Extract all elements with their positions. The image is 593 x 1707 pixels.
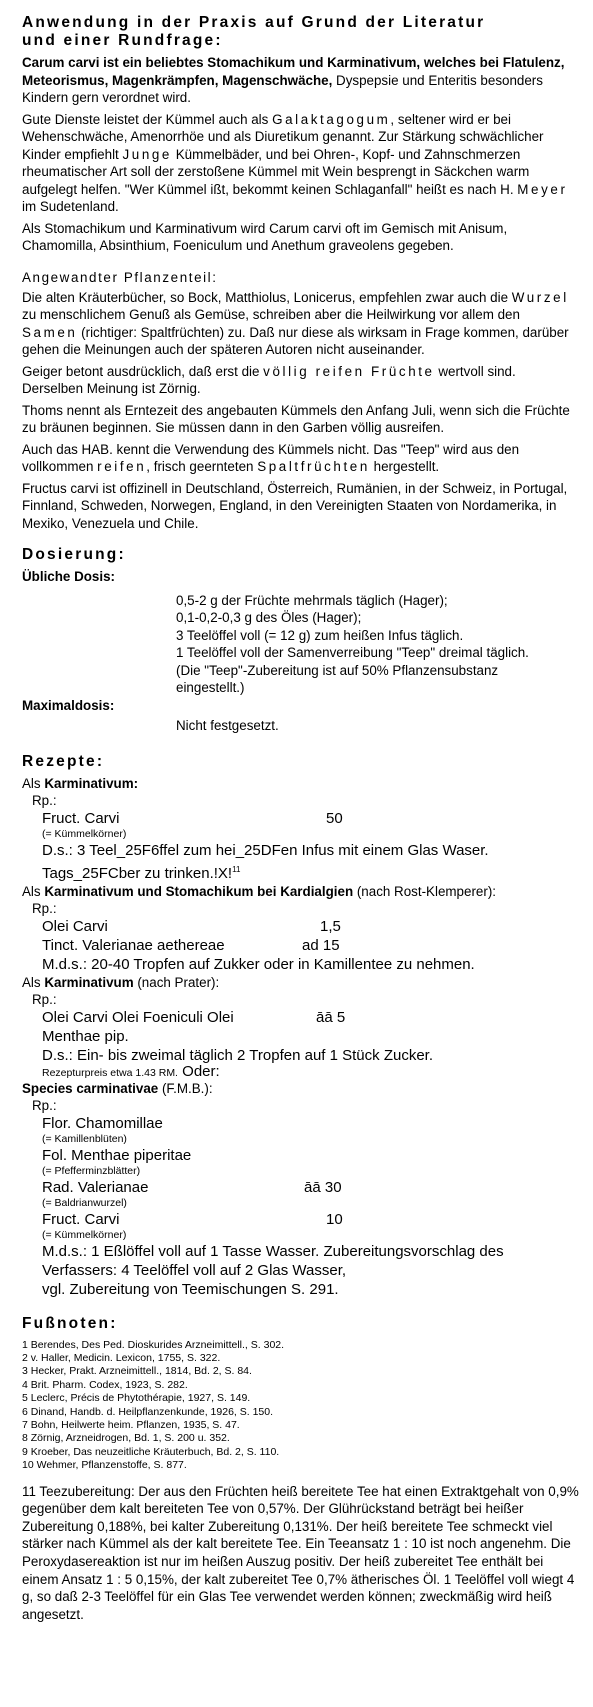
- recipe-item: Fruct. Carvi 50: [42, 809, 343, 827]
- recipe-item: Rad. Valerianae āā 30: [42, 1178, 342, 1196]
- footnote-item: 7 Bohn, Heilwerte heim. Pflanzen, 1935, S. 47.: [22, 1418, 240, 1431]
- recipe-item: Fol. Menthae piperitae: [42, 1146, 192, 1164]
- paragraph: Carum carvi ist ein beliebtes Stomachikum und Karminativum, welches bei Flatulenz, Meteorismus, Magenkrämpfen, Magenschwäche, Dyspepsie und Enteritis besonders Kindern gern verordnet wird.: [22, 55, 565, 105]
- footnote-list: [22, 1339, 579, 1473]
- footnote-item: 10 Wehmer, Pflanzenstoffe, S. 877.: [22, 1459, 187, 1472]
- section-anwendung: [22, 14, 579, 255]
- paragraph: Als Stomachikum und Karminativum wird Carum carvi oft im Gemisch mit Anisum, Chamomilla, Absinthium, Foeniculum und Anethum graveolens gegeben.: [22, 220, 508, 253]
- heading-anwendung: Anwendung in der Praxis auf Grund der Literatur und einer Rundfrage:: [22, 14, 486, 49]
- recipe-item: Fruct. Carvi 10: [42, 1210, 343, 1228]
- section-rezepte: [22, 753, 579, 1299]
- footnote-item: 4 Brit. Pharm. Codex, 1923, S. 282.: [22, 1378, 188, 1391]
- paragraph: Thoms nennt als Erntezeit des angebauten Kümmels den Anfang Juli, wenn sich die Früchte zu bräunen beginnen. Sie müssen dann in den Garben völlig ausreifen.: [22, 402, 570, 435]
- usual-dose-lines: 0,5-2 g der Früchte mehrmals täglich (Hager); 0,1-0,2-0,3 g des Öles (Hager); 3 Teelöffel voll (= 12 g) zum heißen Infus täglich. 1 Teelöffel voll der Samenverreibung "Teep" dreimal täglich. (Die "Teep"-Zubereitung ist auf 50% Pflanzensubstanz eingestellt.): [176, 592, 529, 695]
- footnote-item: 6 Dinand, Handb. d. Heilpflanzenkunde, 1926, S. 150.: [22, 1405, 274, 1418]
- recipe-item: Olei Carvi 1,5: [42, 917, 341, 935]
- heading-dosierung: Dosierung:: [22, 546, 126, 563]
- paragraph: Gute Dienste leistet der Kümmel auch als Galaktagogum, seltener wird er bei Wehenschwäche, Amenorrhöe und als Diuretikum genannt. Zur Stärkung schwächlicher Kinder empfiehlt Junge Kümmelbäder, und bei Ohren-, Kopf- und Zahnschmerzen rheumatischer Art soll der zerstoßene Kümmel mit Wein besprengt in Säckchen warm aufgelegt helfen. "Wer Kümmel ißt, bekommt keinen Schlaganfall" heißt es nach H. Meyer im Sudetenland.: [22, 111, 568, 214]
- recipe-item: Tinct. Valerianae aethereae ad 15: [42, 936, 340, 954]
- paragraph: Geiger betont ausdrücklich, daß erst die völlig reifen Früchte wertvoll sind. Derselben Meinung ist Zörnig.: [22, 363, 516, 396]
- section-dosierung: [22, 546, 579, 735]
- paragraph: Auch das HAB. kennt die Verwendung des Kümmels nicht. Das "Teep" wird aus den vollkommen reifen, frisch geernteten Spaltfrüchten hergestellt.: [22, 441, 520, 474]
- usual-dose-label: Übliche Dosis:: [22, 569, 116, 584]
- footnote-item: 2 v. Haller, Medicin. Lexicon, 1755, S. 322.: [22, 1351, 221, 1364]
- footnote-item: 9 Kroeber, Das neuzeitliche Kräuterbuch, Bd. 2, S. 110.: [22, 1445, 280, 1458]
- section-pflanzenteil: [22, 269, 579, 533]
- recipe-4: Species carminativae (F.M.B.): Rp.: Flor. Chamomillae (= Kamillenblüten) Fol. Menthae piperitae (= Pfefferminzblätter) Rad. Valerianae āā 30 (= Baldrianwurzel) Fruct. Carvi 10 (= Kümmelkörner) M.d.s.: 1 Eßlöffel voll auf 1 Tasse Wasser. Zubereitungsvorschlag des Verfassers: 4 Teelöffel voll auf 2 Glas Wasser, vgl. Zubereitung von Teemischungen S. 291.: [22, 1080, 579, 1299]
- footnote-11: 11 Teezubereitung: Der aus den Früchten heiß bereitete Tee hat einen Extraktgehalt von 0,9% gegenüber dem kalt bereiteten Tee von 0,57%. Der Glührückstand beträgt bei heißer Zubereitung 0,188%, bei kalter Zubereitung 0,131%. Der heiß bereitete Tee schmeckt viel stärker nach Kümmel als der kalt bereitete Tee. Ein Teeansatz 1 : 10 ist noch angenehm. Die Peroxydasereaktion ist nur im heißen Auszug positiv. Der heiß zubereitet Tee enthält bei einem Ansatz 1 : 5 0,15%, der kalt zubereitet Tee 0,7% ätherisches Öl. 1 Teelöffel voll wiegt 4 g, so daß 2-3 Teelöffel für ein Glas Tee verwendet werden können; zweckmäßig wird heiß angesetzt.: [22, 1483, 579, 1622]
- recipe-1: Als Karminativum: Rp.: Fruct. Carvi 50 (= Kümmelkörner) D.s.: 3 Teel_25F6ffel zum hei_25DFen Infus mit einem Glas Waser. Tags_25FCber zu trinken.!X!$^{11}$: [22, 775, 579, 883]
- heading-fussnoten: Fußnoten:: [22, 1314, 118, 1332]
- heading-pflanzenteil: Angewandter Pflanzenteil:: [22, 269, 218, 285]
- footnote-item: 5 Leclerc, Précis de Phytothérapie, 1927, S. 149.: [22, 1392, 251, 1405]
- max-dose-value: Nicht festgesetzt.: [176, 718, 279, 733]
- paragraph: Die alten Kräuterbücher, so Bock, Matthiolus, Lonicerus, empfehlen zwar auch die Wurzel zu menschlichem Genuß als Gemüse, schreiben aber die Heilwirkung vor allem den Samen (richtiger: Spaltfrüchten) zu. Daß nur diese als wirksam in Frage kommen, darüber gehen die Meinungen auch der späteren Autoren nicht auseinander.: [22, 289, 569, 357]
- heading-rezepte: Rezepte:: [22, 752, 105, 770]
- footnote-item: 8 Zörnig, Arzneidrogen, Bd. 1, S. 200 u. 352.: [22, 1432, 230, 1445]
- recipe-item: Menthae pip.: [42, 1027, 129, 1045]
- footnote-item: 1 Berendes, Des Ped. Dioskurides Arzneimittell., S. 302.: [22, 1338, 285, 1351]
- recipe-2: Als Karminativum und Stomachikum bei Kardialgien (nach Rost-Klemperer): Rp.: Olei Carvi 1,5 Tinct. Valerianae aethereae ad 15 M.d.s.: 20-40 Tropfen auf Zukker oder in Kamillentee zu nehmen.: [22, 883, 579, 974]
- section-fussnoten: [22, 1315, 579, 1624]
- recipe-item: Olei Carvi Olei Foeniculi Olei āā 5: [42, 1008, 346, 1026]
- paragraph: Fructus carvi ist offizinell in Deutschland, Österreich, Rumänien, in der Schweiz, in Portugal, Finnland, Schweden, Norwegen, England, in den Vereinigten Staaten von Nordamerika, in Mexiko, Venezuela und Chile.: [22, 480, 568, 531]
- max-dose-label: Maximaldosis:: [22, 697, 115, 713]
- recipe-3: Als Karminativum (nach Prater): Rp.: Olei Carvi Olei Foeniculi Olei āā 5 Menthae pip. D.s.: Ein- bis zweimal täglich 2 Tropfen auf 1 Stück Zucker. Rezepturpreis etwa 1.43 RM. Oder:: [22, 974, 579, 1080]
- recipe-item: Flor. Chamomillae: [42, 1114, 163, 1132]
- footnote-item: 3 Hecker, Prakt. Arzneimittell., 1814, Bd. 2, S. 84.: [22, 1365, 252, 1378]
